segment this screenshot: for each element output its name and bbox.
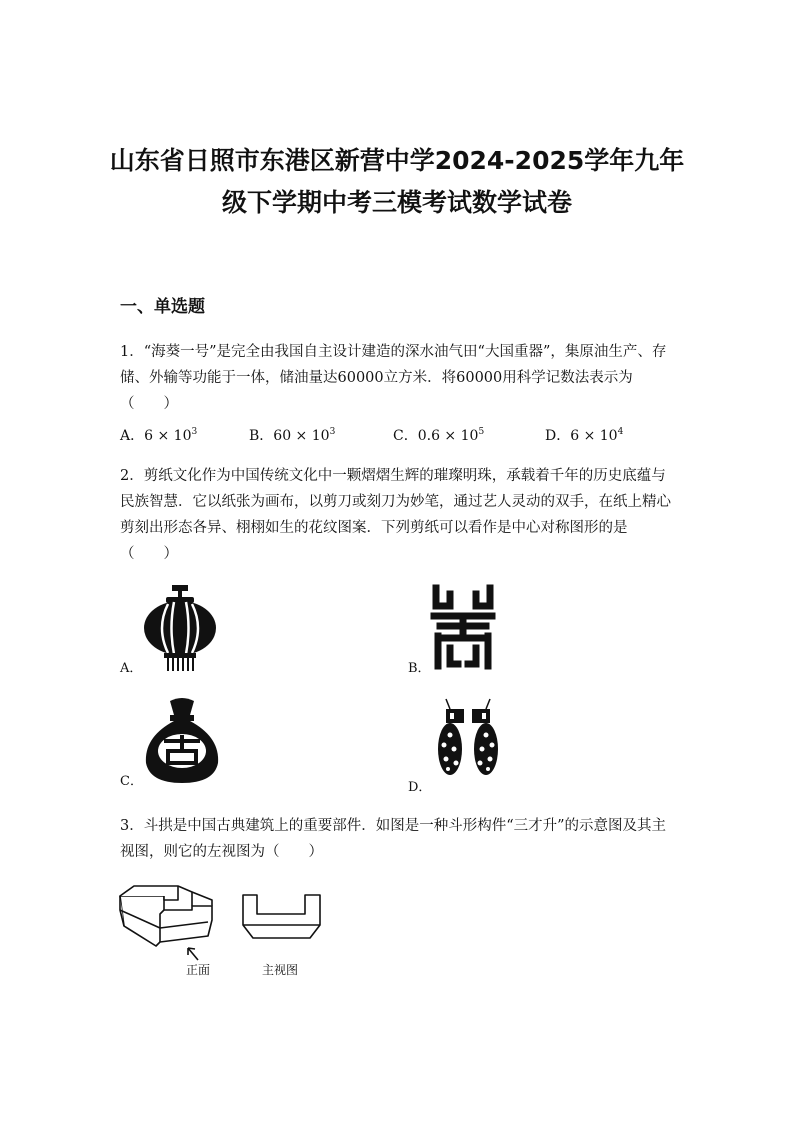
q1-option-d-exp: 4 xyxy=(617,427,624,437)
arrow-icon xyxy=(186,946,200,962)
title-line-1: 山东省日照市东港区新营中学2024-2025学年九年 xyxy=(109,146,685,175)
caption-front: 正面 xyxy=(186,963,211,977)
sancai-sheng-3d-figure xyxy=(116,880,216,960)
q1-option-a-base: 6 × 10 xyxy=(144,428,192,444)
q1-option-b-exp: 3 xyxy=(329,427,336,437)
q1-option-d-letter: D． xyxy=(545,428,571,444)
q1-option-b-letter: B． xyxy=(249,428,274,444)
q1-option-a-exp: 3 xyxy=(191,427,198,437)
fish-pair-papercut-icon[interactable] xyxy=(428,697,508,787)
q1-option-d[interactable] xyxy=(545,425,623,445)
question-1-text: 1．“海葵一号”是完全由我国自主设计建造的深水油气田“大国重器”，集原油生产、存储、外输等功能于一体，储油量达60000立方米．将60000用科学记数法表示为（ ） xyxy=(120,344,667,412)
q1-option-b[interactable] xyxy=(249,425,335,445)
q1-option-c[interactable] xyxy=(393,425,484,445)
q2-option-a-label[interactable]: A． xyxy=(120,661,143,676)
lantern-papercut-icon[interactable] xyxy=(140,583,220,673)
caption-main-view: 主视图 xyxy=(262,963,299,977)
q1-option-c-letter: C． xyxy=(393,428,418,444)
q1-option-b-base: 60 × 10 xyxy=(273,428,330,444)
q2-option-d-label[interactable]: D． xyxy=(408,780,432,795)
spiral-glyph-papercut-icon[interactable] xyxy=(428,578,498,673)
section-heading: 一、单选题 xyxy=(120,297,205,317)
money-bag-papercut-icon[interactable] xyxy=(140,697,225,785)
document-title xyxy=(0,140,794,224)
title-line-2: 级下学期中考三模考试数学试卷 xyxy=(221,188,572,217)
question-2-text: 2．剪纸文化作为中国传统文化中一颗熠熠生辉的璀璨明珠，承载着千年的历史底蕴与民族智慧．它以纸张为画布，以剪刀或刻刀为妙笔，通过艺人灵动的双手，在纸上精心剪刻出形态各异、栩栩如生的花纹图案．下列剪纸可以看作是中心对称图形的是（ ） xyxy=(120,468,671,562)
q2-option-b-label[interactable]: B． xyxy=(408,661,431,676)
q1-option-c-exp: 5 xyxy=(478,427,485,437)
q1-option-a[interactable] xyxy=(120,425,197,445)
q1-option-d-base: 6 × 10 xyxy=(570,428,618,444)
main-view-figure xyxy=(240,892,324,942)
question-3-text: 3．斗拱是中国古典建筑上的重要部件．如图是一种斗形构件“三才升”的示意图及其主视图，则它的左视图为（ ） xyxy=(120,818,667,860)
q1-option-a-letter: A． xyxy=(120,428,145,444)
q1-option-c-base: 0.6 × 10 xyxy=(417,428,479,444)
q2-option-c-label[interactable]: C． xyxy=(120,774,143,789)
